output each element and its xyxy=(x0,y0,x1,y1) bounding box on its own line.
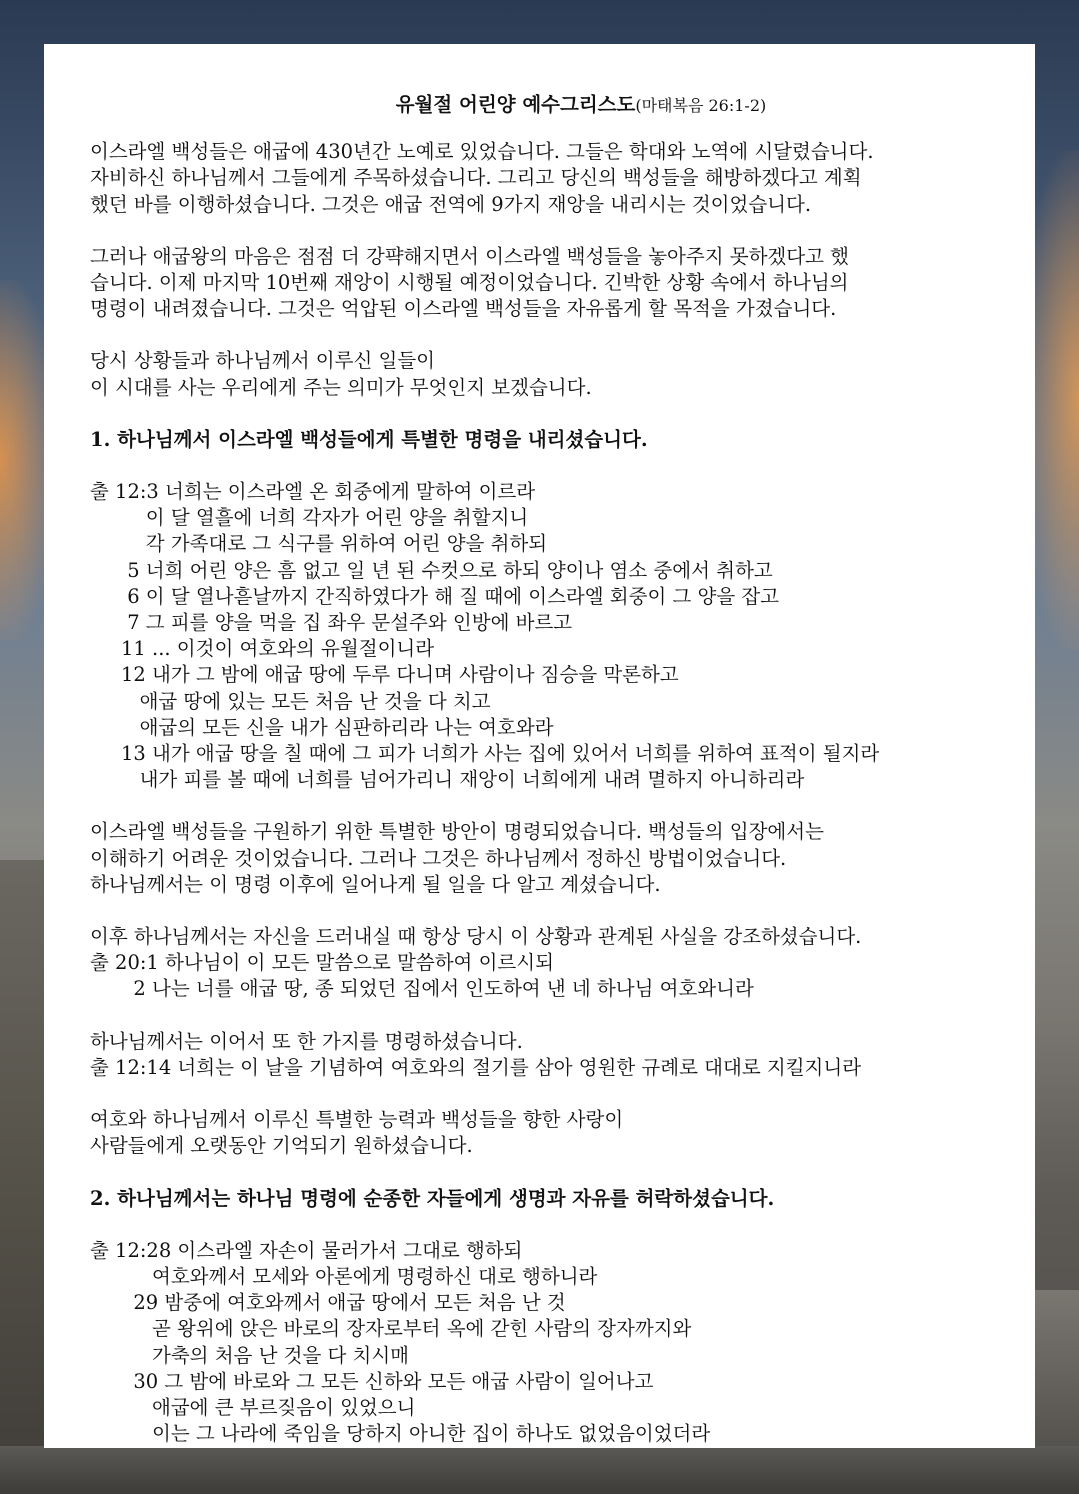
text-line: 29 밤중에 여호와께서 애굽 땅에서 모든 처음 난 것 xyxy=(90,1291,566,1315)
page-title xyxy=(152,92,1010,119)
title-reference: (마태복음 26:1-2) xyxy=(635,96,767,115)
text-line: 이해하기 어려운 것이었습니다. 그러나 그것은 하나님께서 정하신 방법이었습니다. xyxy=(90,846,787,870)
text-line: 13 내가 애굽 땅을 칠 때에 그 피가 너희가 사는 집에 있어서 너희를 위하여 표적이 될지라 xyxy=(90,742,880,766)
text-line: 이스라엘 백성들을 구원하기 위한 특별한 방안이 명령되었습니다. 백성들의 입장에서는 xyxy=(90,820,824,844)
text-line: 이후 하나님께서는 자신을 드러내실 때 항상 당시 이 상황과 관계된 사실을 강조하셨습니다. xyxy=(90,925,862,949)
text-line: 가축의 처음 난 것을 다 치시매 xyxy=(90,1343,410,1367)
text-line: 여호와께서 모세와 아론에게 명령하신 대로 행하니라 xyxy=(90,1264,598,1288)
paragraph-gap xyxy=(90,218,1010,244)
paragraph-gap xyxy=(90,1160,1010,1186)
text-line: 습니다. 이제 마지막 10번째 재앙이 시행될 예정이었습니다. 긴박한 상황 속에서 하나님의 xyxy=(90,271,849,295)
document-body xyxy=(90,92,1010,1447)
text-line: 그러나 애굽왕의 마음은 점점 더 강퍅해지면서 이스라엘 백성들을 놓아주지 못하겠다고 했 xyxy=(90,244,849,268)
background-rock-bottom xyxy=(0,1446,1079,1494)
text-line: 12 내가 그 밤에 애굽 땅에 두루 다니며 사람이나 짐승을 막론하고 xyxy=(90,663,679,687)
document-panel xyxy=(44,44,1035,1448)
paragraph-gap xyxy=(90,793,1010,819)
text-line: 이 시대를 사는 우리에게 주는 의미가 무엇인지 보겠습니다. xyxy=(90,375,592,399)
section-heading: 1. 하나님께서 이스라엘 백성들에게 특별한 명령을 내리셨습니다. xyxy=(90,427,648,451)
text-line: 출 20:1 하나님이 이 모든 말씀으로 말씀하여 이르시되 xyxy=(90,951,554,975)
text-line: 애굽의 모든 신을 내가 심판하리라 나는 여호와라 xyxy=(90,715,554,739)
paragraph-gap xyxy=(90,1212,1010,1238)
document-lines xyxy=(90,139,1010,1447)
text-line: 애굽 땅에 있는 모든 처음 난 것을 다 치고 xyxy=(90,689,491,713)
text-line: 이 달 열흘에 너희 각자가 어린 양을 취할지니 xyxy=(90,506,529,530)
text-line: 자비하신 하나님께서 그들에게 주목하셨습니다. 그리고 당신의 백성들을 해방하겠다고 계획 xyxy=(90,166,862,190)
text-line: 각 가족대로 그 식구를 위하여 어린 양을 취하되 xyxy=(90,532,548,556)
background-rock-left xyxy=(0,860,50,1494)
text-line: 출 12:14 너희는 이 날을 기념하여 여호와의 절기를 삼아 영원한 규례로 대대로 지킬지니라 xyxy=(90,1055,862,1079)
text-line: 곧 왕위에 앉은 바로의 장자로부터 옥에 갇힌 사람의 장자까지와 xyxy=(90,1317,692,1341)
text-line: 하나님께서는 이 명령 이후에 일어나게 될 일을 다 알고 계셨습니다. xyxy=(90,872,661,896)
text-line: 애굽에 큰 부르짖음이 있었으니 xyxy=(90,1395,416,1419)
paragraph-gap xyxy=(90,453,1010,479)
text-line: 30 그 밤에 바로와 그 모든 신하와 모든 애굽 사람이 일어나고 xyxy=(90,1369,654,1393)
text-line: 했던 바를 이행하셨습니다. 그것은 애굽 전역에 9가지 재앙을 내리시는 것이었습니다. xyxy=(90,192,812,216)
text-line: 하나님께서는 이어서 또 한 가지를 명령하셨습니다. xyxy=(90,1029,523,1053)
section-heading: 2. 하나님께서는 하나님 명령에 순종한 자들에게 생명과 자유를 허락하셨습니다. xyxy=(90,1186,775,1210)
text-line: 사람들에게 오랫동안 기억되기 원하셨습니다. xyxy=(90,1134,473,1158)
text-line: 2 나는 너를 애굽 땅, 종 되었던 집에서 인도하여 낸 네 하나님 여호와니라 xyxy=(90,977,754,1001)
paragraph-gap xyxy=(90,898,1010,924)
paragraph-gap xyxy=(90,401,1010,427)
text-line: 6 이 달 열나흗날까지 간직하였다가 해 질 때에 이스라엘 회중이 그 양을 잡고 xyxy=(90,584,780,608)
text-line: 당시 상황들과 하나님께서 이루신 일들이 xyxy=(90,349,436,373)
text-line: 여호와 하나님께서 이루신 특별한 능력과 백성들을 향한 사랑이 xyxy=(90,1108,624,1132)
text-line: 이스라엘 백성들은 애굽에 430년간 노예로 있었습니다. 그들은 학대와 노역에 시달렸습니다. xyxy=(90,140,874,164)
title-text: 유월절 어린양 예수그리스도 xyxy=(395,93,636,116)
paragraph-gap xyxy=(90,1003,1010,1029)
text-line: 출 12:28 이스라엘 자손이 물러가서 그대로 행하되 xyxy=(90,1238,523,1262)
text-line: 내가 피를 볼 때에 너희를 넘어가리니 재앙이 너희에게 내려 멸하지 아니하리라 xyxy=(90,768,805,792)
text-line: 이는 그 나라에 죽임을 당하지 아니한 집이 하나도 없었음이었더라 xyxy=(90,1422,711,1446)
text-line: 7 그 피를 양을 먹을 집 좌우 문설주와 인방에 바르고 xyxy=(90,611,573,635)
text-line: 5 너희 어린 양은 흠 없고 일 년 된 수컷으로 하되 양이나 염소 중에서 취하고 xyxy=(90,558,773,582)
text-line: 11 ... 이것이 여호와의 유월절이니라 xyxy=(90,637,435,661)
paragraph-gap xyxy=(90,1081,1010,1107)
text-line: 출 12:3 너희는 이스라엘 온 회중에게 말하여 이르라 xyxy=(90,480,536,504)
paragraph-gap xyxy=(90,322,1010,348)
text-line: 명령이 내려졌습니다. 그것은 억압된 이스라엘 백성들을 자유롭게 할 목적을 가졌습니다. xyxy=(90,297,837,321)
